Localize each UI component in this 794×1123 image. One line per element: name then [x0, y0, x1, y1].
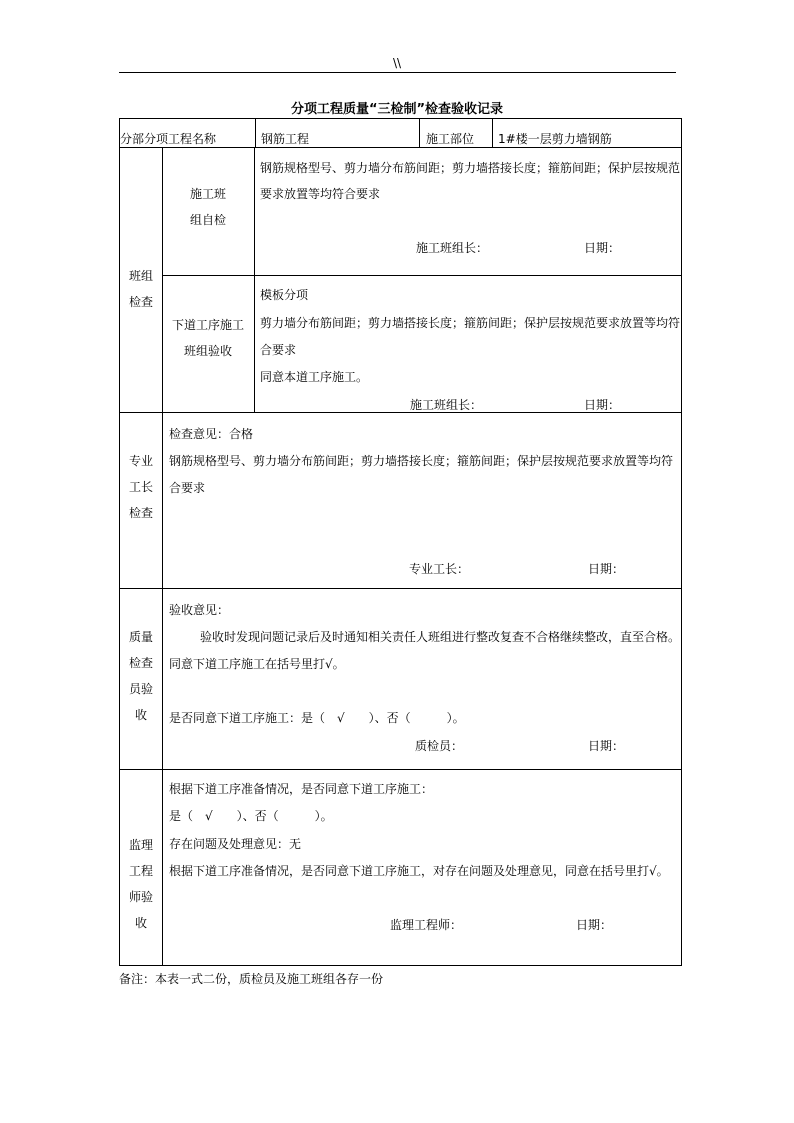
next-check-label-1: 下道工序施工 [171, 318, 244, 332]
self-check-label-2: 组自检 [189, 213, 226, 227]
self-check-label-1: 施工班 [189, 187, 226, 201]
supervisor-text-1: 根据下道工序准备情况，是否同意下道工序施工： [169, 782, 434, 796]
team-check-label-2: 检查 [128, 295, 153, 309]
inspector-date: 日期： [588, 739, 625, 753]
inspector-check-label-4: 收 [134, 708, 147, 722]
foreman-opinion: 检查意见：合格 [169, 427, 254, 441]
inspector-opinion: 验收意见： [169, 603, 230, 617]
next-check-text-3: 合要求 [260, 343, 297, 357]
inspector-check-label-3: 员验 [128, 682, 153, 696]
inspector-text-1: 验收时发现问题记录后及时通知相关责任人班组进行整改复查不合格继续整改，直至合格。 [200, 630, 681, 644]
supervisor-check-label-3: 师验 [128, 890, 153, 904]
foreman-check-label-2: 工长 [128, 480, 153, 494]
next-check-text-4: 同意本道工序施工。 [260, 370, 369, 384]
team-check-label [120, 263, 162, 315]
project-name-value: 钢筋工程 [261, 132, 310, 146]
foreman-check-label [120, 448, 162, 526]
next-check-label-2: 班组验收 [183, 344, 232, 358]
self-check-leader: 施工班组长： [416, 241, 489, 255]
supervisor-text-4: 根据下道工序准备情况，是否同意下道工序施工，对存在问题及处理意见，同意在括号里打√。 [169, 864, 669, 878]
project-name-label: 分部分项工程名称 [120, 132, 217, 146]
next-check-label [162, 312, 254, 364]
foreman-check-label-3: 检查 [128, 506, 153, 520]
self-check-label [162, 181, 254, 233]
inspector-text-2: 同意下道工序施工在括号里打√。 [169, 657, 345, 671]
inspector-check-label-2: 检查 [128, 656, 153, 670]
self-check-date: 日期： [584, 241, 621, 255]
row-divider-inspector [120, 769, 681, 770]
supervisor-text-2: 是（ √ ）、否（ ）。 [169, 809, 333, 823]
supervisor-check-label [120, 832, 162, 936]
inspector-signer: 质检员： [415, 739, 464, 753]
self-check-text-2: 要求放置等均符合要求 [260, 187, 381, 201]
foreman-text-2: 合要求 [169, 481, 206, 495]
row-divider-team-inner [162, 275, 681, 276]
inspector-check-label [120, 624, 162, 728]
col-divider-info-2 [419, 119, 420, 147]
foreman-text-1: 钢筋规格型号、剪力墙分布筋间距；剪力墙搭接长度；箍筋间距；保护层按规范要求放置等均符 [169, 454, 674, 468]
inspector-check-label-1: 质量 [128, 630, 153, 644]
supervisor-signer: 监理工程师： [390, 918, 463, 932]
inspector-agree: 是否同意下道工序施工：是（ √ ）、否（ ）。 [169, 711, 465, 725]
form-title: 分项工程质量“三检制”检查验收记录 [290, 102, 504, 117]
foreman-check-label-1: 专业 [128, 454, 153, 468]
location-value: 1#楼一层剪力墙钢筋 [498, 132, 612, 146]
supervisor-check-label-4: 收 [134, 916, 147, 930]
footnote: 备注：本表一式二份，质检员及施工班组各存一份 [119, 972, 384, 986]
supervisor-text-3: 存在问题及处理意见：无 [169, 837, 302, 851]
supervisor-check-label-2: 工程 [128, 864, 153, 878]
header-rule [119, 72, 676, 73]
form-table [119, 118, 682, 966]
next-check-date: 日期： [584, 398, 621, 412]
row-divider-info [120, 147, 681, 148]
col-divider-info-3 [492, 119, 493, 147]
supervisor-check-label-1: 监理 [128, 838, 153, 852]
page-header-mark: \\ [392, 56, 402, 70]
self-check-text-1: 钢筋规格型号、剪力墙分布筋间距；剪力墙搭接长度；箍筋间距；保护层按规范 [260, 161, 681, 175]
supervisor-date: 日期： [576, 918, 613, 932]
next-check-text-2: 剪力墙分布筋间距；剪力墙搭接长度；箍筋间距；保护层按规范要求放置等均符 [260, 316, 681, 330]
foreman-date: 日期： [588, 562, 625, 576]
row-divider-foreman [120, 588, 681, 589]
next-check-text-1: 模板分项 [260, 288, 309, 302]
location-label: 施工部位 [426, 132, 475, 146]
next-check-leader: 施工班组长： [410, 398, 483, 412]
col-divider-info-1 [255, 119, 256, 147]
team-check-label-1: 班组 [128, 269, 153, 283]
col-divider-sub [254, 147, 255, 412]
col-divider-label [162, 147, 163, 966]
foreman-signer: 专业工长： [409, 562, 470, 576]
